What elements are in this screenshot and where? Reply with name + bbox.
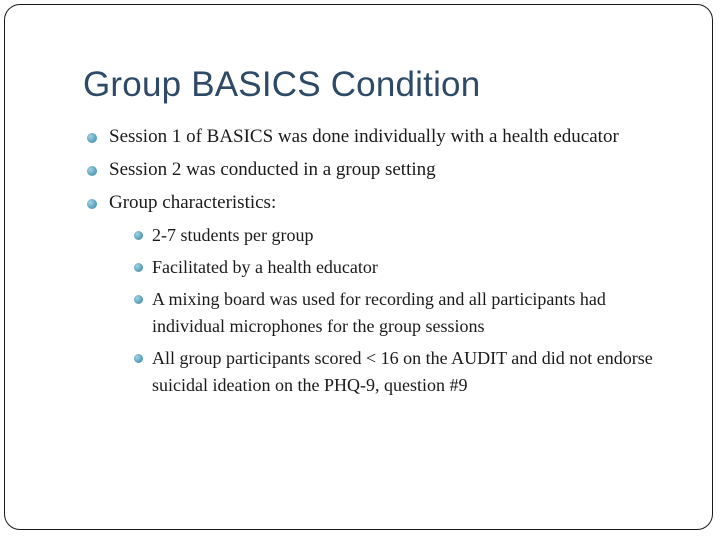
- bullet-dot-icon: [134, 231, 143, 240]
- bullet-text: Session 2 was conducted in a group setting: [109, 159, 436, 180]
- sub-bullet-text: All group participants scored < 16 on the AUDIT and did not endorse suicidal ideation on the PHQ-9, question #9: [152, 348, 653, 395]
- slide-title: Group BASICS Condition: [83, 65, 481, 104]
- slide-body: [83, 123, 683, 404]
- bullet-dot-icon: [87, 199, 97, 209]
- bullet-dot-icon: [87, 166, 97, 176]
- bullet-list: [83, 123, 683, 399]
- bullet-item: [83, 156, 683, 184]
- sub-bullet-item: [133, 286, 683, 340]
- bullet-text: Session 1 of BASICS was done individually with a health educator: [109, 126, 619, 147]
- bullet-item: [83, 123, 683, 151]
- sub-bullet-text: A mixing board was used for recording and all participants had individual microphones for the group sessions: [152, 289, 606, 336]
- slide-frame: [4, 4, 713, 530]
- bullet-text: Group characteristics:: [109, 192, 277, 213]
- bullet-dot-icon: [134, 295, 143, 304]
- sub-bullet-list: [109, 222, 683, 399]
- bullet-item: [83, 189, 683, 399]
- sub-bullet-text: 2-7 students per group: [152, 225, 314, 245]
- sub-bullet-item: [133, 254, 683, 281]
- sub-bullet-item: [133, 345, 683, 399]
- bullet-dot-icon: [87, 133, 97, 143]
- bullet-dot-icon: [134, 354, 143, 363]
- sub-bullet-text: Facilitated by a health educator: [152, 257, 378, 277]
- bullet-dot-icon: [134, 263, 143, 272]
- sub-bullet-item: [133, 222, 683, 249]
